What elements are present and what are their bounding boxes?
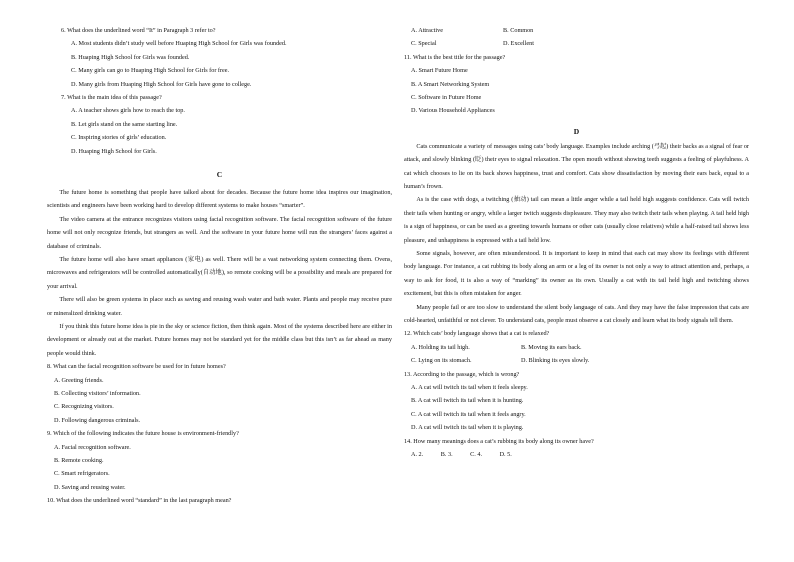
question-11-option-c: C. Software in Future Home [411,93,482,101]
passage-c-paragraph: The future home is something that people have talked about for decades. Because the future home idea inspires our imagination, scientists and engineers have been working hard to develop different systems to make houses “smarter”. [47,188,392,210]
question-11-option-b: B. A Smart Networking System [411,80,490,88]
question-13-stem: 13. According to the passage, which is wrong? [404,370,520,378]
question-9-option-a: A. Facial recognition software. [54,443,131,451]
question-8-option-a: A. Greeting friends. [54,376,104,384]
question-6-option-c: C. Many girls can go to Huaping High School for Girls for free. [71,67,230,75]
question-14-option-d: D. 5. [499,450,512,458]
question-12-options-row-1 [404,341,749,354]
question-7-option-d: D. Huaping High School for Girls. [71,147,157,155]
question-9-option-b: B. Remote cooking. [54,456,104,464]
question-13-option-d: D. A cat will twitch its tail when it is playing. [411,424,524,432]
question-7-stem: 7. What is the main idea of this passage? [61,93,162,101]
question-13-option-a: A. A cat will twitch its tail when it feels sleepy. [411,383,528,391]
question-13-option-b: B. A cat will twitch its tail when it is hunting. [411,397,524,405]
question-6-option-b: B. Huaping High School for Girls was founded. [71,53,190,61]
question-14-option-a: A. 2. [411,450,424,458]
question-10-option-b: B. Common [503,27,534,34]
question-11-option-d: D. Various Household Appliances [411,107,495,115]
question-9-option-d: D. Saving and reusing water. [54,483,126,491]
question-7-option-c: C. Inspiring stories of girls’ education. [71,134,167,142]
question-12-stem: 12. Which cats’ body language shows that a cat is relaxed? [404,330,550,338]
question-6-option-d: D. Many girls from Huaping High School for Girls have gone to college. [71,80,252,88]
question-9-stem: 9. Which of the following indicates the future house is environment-friendly? [47,430,239,438]
question-12-options-row-2 [404,354,749,367]
passage-c-paragraph: The future home will also have smart appliances (家电) as well. There will be a vast networking system connecting them. Ovens, microwaves and refrigerators will be controlled automatically(自动地), so remote cooking will be a possibility and meals are prepared for your arrival. [47,255,392,290]
question-7-option-a: A. A teacher shows girls how to reach the top. [71,107,185,115]
question-12-option-a: A. Holding its tail high. [411,343,470,351]
passage-d-heading: D [573,126,580,136]
question-14-options [404,448,749,461]
left-column [47,24,392,507]
passage-c-paragraph: The video camera at the entrance recognizes visitors using facial recognition software. The facial recognition software of the future home will not only recognize friends, but strangers as well. And the software in your future home will run the strangers’ faces against a database of criminals. [47,215,392,250]
question-10-options-row-2 [404,37,749,50]
question-12-option-c: C. Lying on its stomach. [411,357,472,365]
question-13-option-c: C. A cat will twitch its tail when it feels angry. [411,410,526,418]
passage-c-paragraph: If you think this future home idea is pie in the sky or science fiction, then think again. Most of the systems described here are either in development or already out at the market. Future homes may not be standard yet for the middle class but this isn’t as far ahead as many people would think. [47,322,392,357]
question-7-option-b: B. Let girls stand on the same starting line. [71,120,178,128]
question-11-stem: 11. What is the best title for the passage? [404,53,506,61]
question-9-option-c: C. Smart refrigerators. [54,470,110,478]
passage-c-paragraph: There will also be green systems in place such as saving and reusing wash water and bath water. Plants and people may receive pure or mineralized drinking water. [47,296,392,317]
question-8-option-b: B. Collecting visitors’ information. [54,389,141,397]
right-column [404,24,749,461]
question-6-option-a: A. Most students didn’t study well before Huaping High School for Girls was founded. [71,40,287,48]
passage-c-heading: C [216,169,223,179]
passage-d-paragraph: As is the case with dogs, a twitching (抽动) tail can mean a little anger while a tail held high suggests confidence. Cats will twitch their tails when hunting or angry, while a larger twitch suggests displeasure. They may also twitch their tails when playing. A tail held high is a sign of happiness, or can be used as a greeting towards humans or other cats (usually close relatives) while a half-raised tail shows less pleasure, and unhappiness is expressed with a tail held low. [404,196,749,244]
passage-d-body [404,140,749,328]
passage-d-paragraph: Some signals, however, are often misunderstood. It is important to keep in mind that each cat may show its feelings with different body language. For instance, a cat rubbing its body along an arm or a leg of its owner is not only a way to attract attention and, perhaps, a way to ask for food, it is also a way of “marking” its owner as its own. Usually a cat with its tail held high and twitching shows excitement, but this is often mistaken for anger. [404,249,749,298]
question-12-option-d: D. Blinking its eyes slowly. [521,357,590,365]
question-8-stem: 8. What can the facial recognition software be used for in future homes? [47,363,226,371]
passage-d-paragraph: Many people fail or are too slow to understand the silent body language of cats. And they may have the false impression that cats are cold-hearted, unfaithful or not clever. To understand cats, people must observe a cat closely and learn what its body signals tell them. [404,303,749,325]
question-14-stem: 14. How many meanings does a cat’s rubbing its body along its owner have? [404,437,594,445]
question-10-options-row-1 [404,24,749,37]
passage-d-paragraph: Cats communicate a variety of messages using cats’ body language. Examples include arching (弓起) their backs as a signal of fear or attack, and slowly blinking (眨) their eyes to signal relaxation. The open mouth without showing teeth suggests a feeling of playfulness. A cat which chooses to lie on its back shows happiness, trust and comfort. Cats show dissatisfaction by moving their ears back, equal to a human’s frown. [404,142,749,190]
question-10-option-a: A. Attractive [411,27,443,34]
question-14-option-c: C. 4. [470,450,483,458]
question-10-option-d: D. Excellent [503,40,534,48]
question-11-option-a: A. Smart Future Home [411,67,468,75]
question-10-option-c: C. Special [411,40,437,48]
question-8-option-c: C. Recognizing visitors. [54,403,114,411]
question-6-stem: 6. What does the underlined word “It” in Paragraph 3 refer to? [61,27,216,34]
question-14-option-b: B. 3. [440,450,453,458]
question-10-stem: 10. What does the underlined word “standard” in the last paragraph mean? [47,497,232,505]
passage-c-body [47,186,392,360]
question-8-option-d: D. Following dangerous criminals. [54,416,141,424]
question-12-option-b: B. Moving its ears back. [521,343,582,351]
